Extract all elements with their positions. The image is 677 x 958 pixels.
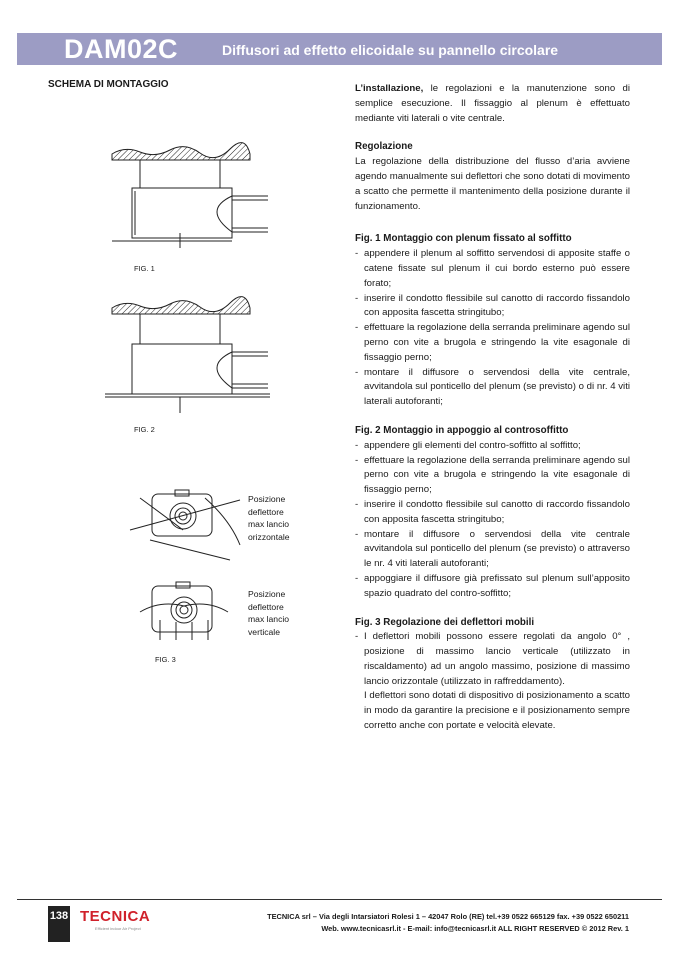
regolazione-heading: Regolazione bbox=[355, 141, 413, 153]
list-item: - montare il diffusore o servendosi della vite centrale, avvitandola sul ponticello del plenum (se previsto) o di nr. 4 viti laterali autoforanti; bbox=[355, 366, 630, 410]
fig2-diagram bbox=[105, 297, 270, 413]
product-code: DAM02C bbox=[64, 34, 179, 64]
fig3-horizontal-diagram bbox=[130, 490, 240, 560]
list-item: - inserire il condotto flessibile sul canotto di raccordo fissandolo con apposita fascetta stringitubo; bbox=[355, 498, 630, 528]
list-item: - effettuare la regolazione della serranda preliminare agendo sul perno con vite a brugola e stringendo la vite esagonale di fissaggio perno; bbox=[355, 454, 630, 498]
list-item: - montare il diffusore o servendosi della vite centrale avvitandola sul ponticello del plenum (se previsto) o attraverso le nr. 4 viti laterali autoforanti; bbox=[355, 528, 630, 572]
fig2-list bbox=[355, 439, 630, 602]
fig2-heading: Fig. 2 Montaggio in appoggio al controsoffitto bbox=[355, 424, 569, 436]
page-title: Diffusori ad effetto elicoidale su pannello circolare bbox=[222, 42, 559, 58]
list-item: - appendere gli elementi del contro-soffitto al soffitto; bbox=[355, 439, 630, 454]
fig1-diagram bbox=[112, 143, 268, 248]
footer-divider bbox=[17, 899, 662, 900]
fig1-list bbox=[355, 247, 630, 410]
page-number: 138 bbox=[48, 906, 70, 942]
fig3-label: FIG. 3 bbox=[155, 655, 176, 664]
fig1-label: FIG. 1 bbox=[134, 264, 155, 273]
tecnica-logo: TECNICA bbox=[80, 908, 151, 925]
fig2-label: FIG. 2 bbox=[134, 425, 155, 434]
list-item: - I deflettori mobili possono essere regolati da angolo 0° , posizione di massimo lancio verticale (utilizzato in riscaldamento) ad un angolo massimo, posizione di massimo lancio orizzontale (utilizzato in raffreddamento). bbox=[355, 630, 630, 689]
list-item: - appendere il plenum al soffitto servendosi di apposite staffe o catene fissate sul plenum il cui bordo esterno può essere forato; bbox=[355, 247, 630, 291]
section-title-mounting: SCHEMA DI MONTAGGIO bbox=[48, 79, 169, 90]
fig3-vertical-diagram bbox=[140, 582, 228, 640]
fig3-continuation: I deflettori sono dotati di dispositivo di posizionamento a scatto in modo da garantire la precisione e il posizionamento sempre corretto anche con portate e velocità elevate. bbox=[364, 690, 630, 732]
caption-horizontal: Posizione deflettore max lancio orizzontale bbox=[248, 494, 290, 542]
company-info: TECNICA srl – Via degli Intarsiatori Rolesi 1 – 42047 Rolo (RE) tel.+39 0522 665129 fax. +39 0522 650211 Web. www.tecnicasrl.it - E-mail: info@tecnicasrl.it ALL RIGHT RESERVED © 2012 Rev. 1 bbox=[267, 912, 629, 933]
intro-paragraph: L’installazione, le regolazioni e la manutenzione sono di semplice esecuzione. Il fissaggio al plenum è effettuato mediante viti laterali o vite centrale. bbox=[355, 83, 630, 124]
list-item: - appoggiare il diffusore già prefissato sul plenum sull’apposito spazio quadrato del contro-soffitto; bbox=[355, 572, 630, 602]
caption-vertical: Posizione deflettore max lancio verticale bbox=[248, 589, 290, 637]
fig3-heading: Fig. 3 Regolazione dei deflettori mobili bbox=[355, 616, 535, 628]
description-column bbox=[355, 82, 630, 734]
list-item: - inserire il condotto flessibile sul canotto di raccordo fissandolo con apposita fascetta stringitubo; bbox=[355, 292, 630, 322]
regolazione-paragraph: La regolazione della distribuzione del flusso d’aria avviene agendo manualmente sui deflettori che sono dotati di movimento a scatto che permette il mantenimento della posizione durante il funzionamento. bbox=[355, 156, 630, 212]
list-item: - effettuare la regolazione della serranda preliminare agendo sul perno con vite a brugola e stringendo la vite esagonale di fissaggio perno; bbox=[355, 321, 630, 365]
fig1-heading: Fig. 1 Montaggio con plenum fissato al soffitto bbox=[355, 233, 572, 245]
fig3-list bbox=[355, 630, 630, 689]
logo-tagline: Efficient indoor Air Project bbox=[95, 926, 141, 931]
